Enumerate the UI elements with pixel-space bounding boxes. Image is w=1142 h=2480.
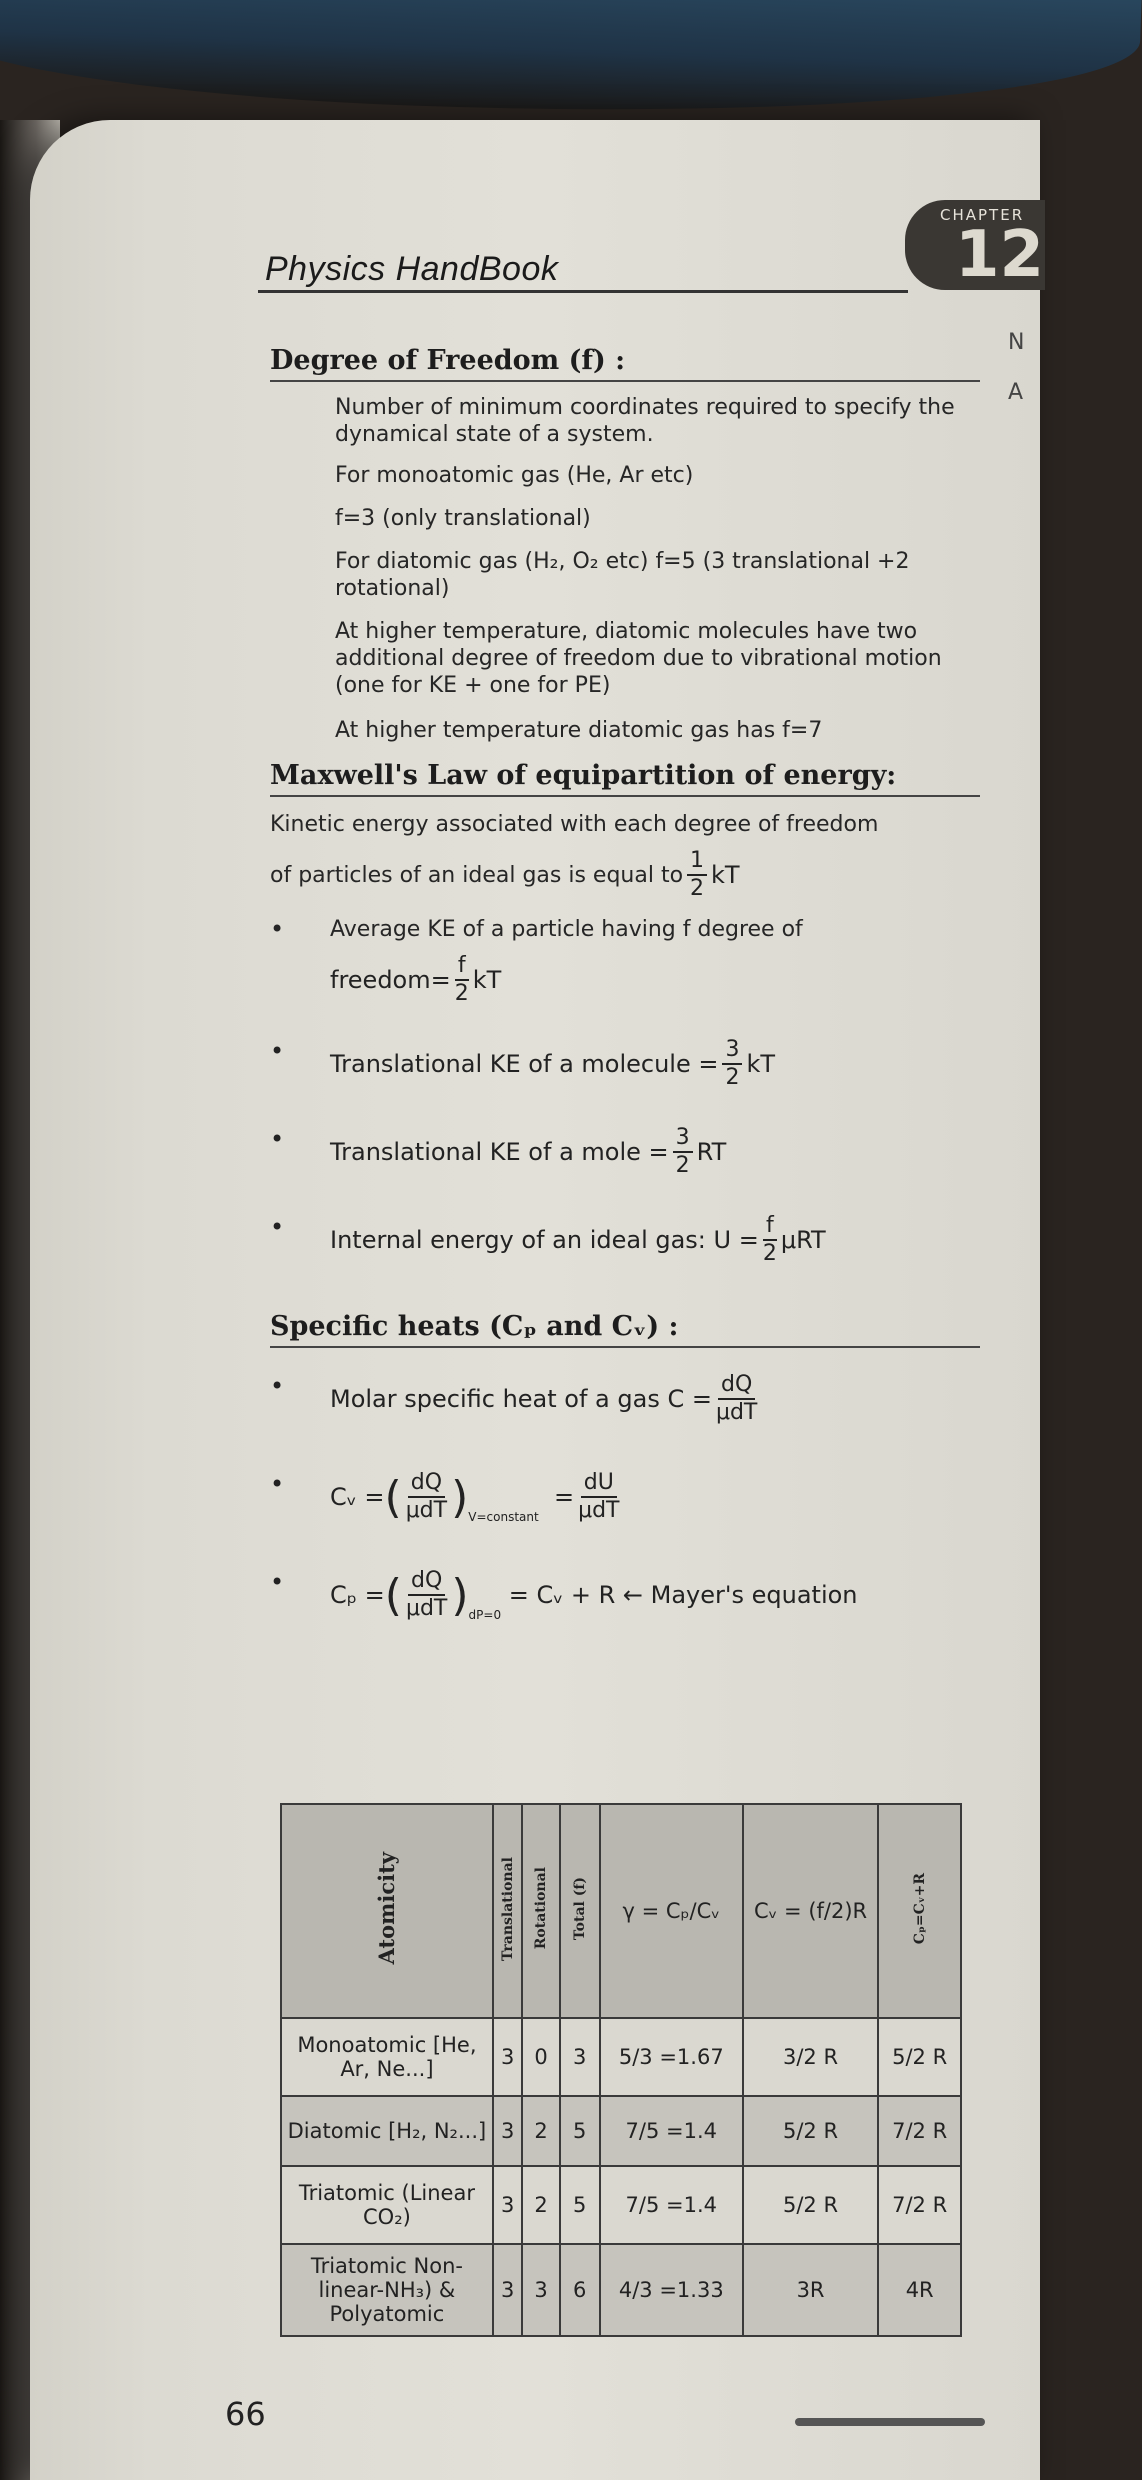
chapter-label: CHAPTER — [940, 206, 1025, 224]
cell-atomicity: Monoatomic [He, Ar, Ne...] — [281, 2018, 493, 2096]
cv-label: • Cᵥ = — [330, 1483, 385, 1511]
fraction: $\frac{3}{2}$ — [673, 1125, 693, 1179]
header-translational: Translational — [493, 1804, 523, 2018]
cell-gamma: 4/3 =1.33 — [600, 2244, 743, 2336]
fraction: $\frac{f}{2}$ — [454, 953, 469, 1006]
maxwell-line1: Kinetic energy associated with each degree of freedom — [270, 812, 879, 837]
cell-cv: 3R — [743, 2244, 879, 2336]
page-number: 66 — [225, 2395, 266, 2433]
cv-subscript: V=constant — [468, 1510, 539, 1524]
header-rotational: Rotational — [522, 1804, 559, 2018]
bullet-avg-ke: • Average KE of a particle having f degree of freedom= $\frac{f}{2}$ kT — [270, 916, 980, 1007]
dof-definition: Number of minimum coordinates required to specify the dynamical state of a system. — [335, 395, 955, 447]
bullet-avg-ke-line2: freedom= — [330, 965, 451, 994]
table-header-row — [281, 1804, 961, 2018]
fraction: $\frac{1}{2}$ — [687, 848, 707, 902]
fraction: $\frac{3}{2}$ — [722, 1037, 742, 1091]
cell-cp: 4R — [878, 2244, 961, 2336]
fraction: $\frac{dU}{\text{μdT}}$ — [578, 1470, 620, 1523]
table-row — [281, 2096, 961, 2166]
bullet-internal-energy: • Internal energy of an ideal gas: U = $\frac{f}{2}$ μRT — [270, 1213, 980, 1267]
cell-total: 5 — [560, 2096, 600, 2166]
cell-cv: 5/2 R — [743, 2096, 879, 2166]
cell-trans: 3 — [493, 2018, 523, 2096]
cell-rot: 2 — [522, 2166, 559, 2244]
cell-trans: 3 — [493, 2166, 523, 2244]
molar-heat-text: • Molar specific heat of a gas C = — [330, 1385, 712, 1413]
bullet-internal-energy-text: • Internal energy of an ideal gas: U = — [330, 1226, 759, 1254]
dof-higher-temp: At higher temperature, diatomic molecules have two additional degree of freedom due to vibrational motion (one for KE + one for PE) — [335, 619, 942, 698]
dof-heading: Degree of Freedom (f) : — [270, 345, 980, 382]
cell-total: 5 — [560, 2166, 600, 2244]
specific-heat-table — [280, 1803, 962, 2337]
header-atomicity: Atomicity — [281, 1804, 493, 2018]
cell-atomicity: Triatomic (Linear CO₂) — [281, 2166, 493, 2244]
dof-diatomic-f: For diatomic gas (H₂, O₂ etc) f=5 (3 translational +2 rotational) — [335, 549, 910, 601]
cell-atomicity: Triatomic Non-linear-NH₃) & Polyatomic — [281, 2244, 493, 2336]
cell-cv: 5/2 R — [743, 2166, 879, 2244]
dof-mono-gas: For monoatomic gas (He, Ar etc) — [335, 463, 694, 488]
footer-bar — [795, 2418, 985, 2426]
chapter-tab — [905, 200, 1045, 290]
bullet-trans-ke-molecule-text: • Translational KE of a molecule = — [330, 1050, 719, 1078]
bullet-trans-ke-molecule: • Translational KE of a molecule = $\frac{3}{2}$ kT — [270, 1037, 980, 1091]
cell-gamma: 7/5 =1.4 — [600, 2166, 743, 2244]
header-rule — [258, 290, 908, 293]
header-gamma: γ = Cₚ/Cᵥ — [600, 1804, 743, 2018]
chapter-number: 12 — [955, 218, 1045, 292]
cell-rot: 3 — [522, 2244, 559, 2336]
table-row — [281, 2166, 961, 2244]
cp-subscript: dP=0 — [468, 1608, 502, 1622]
cell-rot: 2 — [522, 2096, 559, 2166]
header-cp: Cₚ=Cᵥ+R — [878, 1804, 961, 2018]
dof-mono-f: f=3 (only translational) — [335, 506, 591, 531]
fraction: $\frac{dQ}{\text{μdT}}$ — [405, 1568, 448, 1621]
cell-trans: 3 — [493, 2244, 523, 2336]
cell-gamma: 7/5 =1.4 — [600, 2096, 743, 2166]
side-mark: N — [1008, 330, 1025, 355]
cell-total: 6 — [560, 2244, 600, 2336]
cell-gamma: 5/3 =1.67 — [600, 2018, 743, 2096]
content — [270, 345, 980, 1622]
cell-cp: 7/2 R — [878, 2166, 961, 2244]
bullet-cp: • Cₚ = ( $\frac{dQ}{\text{μdT}}$ ) dP=0 = Cᵥ + R ← Mayer's equation — [270, 1568, 980, 1622]
bullet-avg-ke-line1: Average KE of a particle having f degree of — [330, 917, 803, 942]
header-cv: Cᵥ = (f/2)R — [743, 1804, 879, 2018]
cell-rot: 0 — [522, 2018, 559, 2096]
table-row — [281, 2018, 961, 2096]
cell-cv: 3/2 R — [743, 2018, 879, 2096]
table-row — [281, 2244, 961, 2336]
fraction: $\frac{dQ}{\text{μdT}}$ — [405, 1470, 448, 1523]
maxwell-line2: of particles of an ideal gas is equal to $\frac{1}{2}$ kT — [270, 848, 740, 901]
cell-total: 3 — [560, 2018, 600, 2096]
bullet-cv: • Cᵥ = ( $\frac{dQ}{\text{μdT}}$ ) V=constant = $\frac{dU}{\text{μdT}}$ — [270, 1470, 980, 1524]
cell-cp: 5/2 R — [878, 2018, 961, 2096]
maxwell-heading: Maxwell's Law of equipartition of energy: — [270, 760, 980, 797]
mayer-equation-note: ← Mayer's equation — [622, 1581, 858, 1609]
bullet-trans-ke-mole: • Translational KE of a mole = $\frac{3}{2}$ RT — [270, 1125, 980, 1179]
header-total: Total (f) — [560, 1804, 600, 2018]
specific-heading: Specific heats (Cₚ and Cᵥ) : — [270, 1311, 980, 1348]
page-title: Physics HandBook — [265, 250, 559, 288]
fraction: $\frac{f}{2}$ — [762, 1213, 777, 1266]
maxwell-line2-text: of particles of an ideal gas is equal to — [270, 862, 684, 888]
dof-higher-temp-f: At higher temperature diatomic gas has f=7 — [335, 718, 823, 743]
side-mark: A — [1008, 380, 1024, 405]
cp-rhs: = Cᵥ + R — [508, 1581, 616, 1609]
bullet-trans-ke-mole-text: • Translational KE of a mole = — [330, 1138, 669, 1166]
cell-atomicity: Diatomic [H₂, N₂...] — [281, 2096, 493, 2166]
cell-trans: 3 — [493, 2096, 523, 2166]
fraction: $\frac{dQ}{\text{μdT}}$ — [715, 1372, 758, 1425]
background-binder — [0, 0, 1142, 131]
cp-label: • Cₚ = — [330, 1581, 385, 1609]
bullet-molar-heat — [270, 1372, 980, 1426]
cell-cp: 7/2 R — [878, 2096, 961, 2166]
